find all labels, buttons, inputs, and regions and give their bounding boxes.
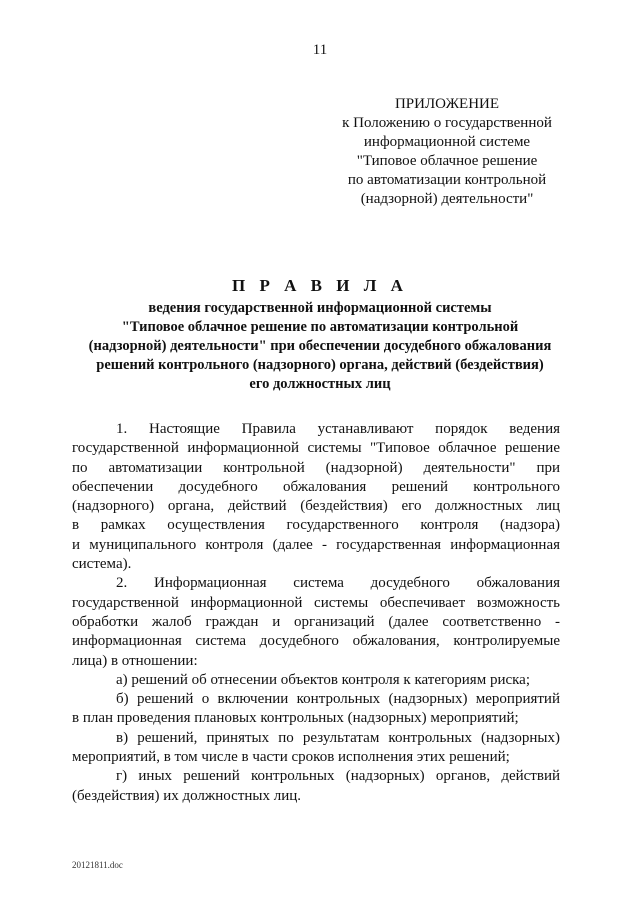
- body-line: по автоматизации контрольной (надзорной) деятельности" при: [72, 459, 560, 476]
- subtitle-line: ведения государственной информационной системы: [148, 300, 492, 316]
- appendix-line: (надзорной) деятельности": [360, 191, 534, 207]
- body-line: а) решений об отнесении объектов контроля к категориям риска;: [116, 671, 531, 688]
- body-line: мероприятий, в том числе в части сроков исполнения этих решений;: [72, 749, 510, 766]
- subtitle-line: решений контрольного (надзорного) органа, действий (бездействия): [96, 357, 544, 373]
- body-line: (бездействия) их должностных лиц.: [72, 787, 302, 804]
- body-line: г) иных решений контрольных (надзорных) органов, действий: [116, 768, 560, 785]
- subtitle-line: "Типовое облачное решение по автоматизации контрольной: [121, 319, 519, 335]
- appendix-line: информационной системе: [363, 134, 531, 150]
- body-line: в) решений, принятых по результатам контрольных (надзорных): [116, 729, 560, 746]
- appendix-title: ПРИЛОЖЕНИЕ: [394, 96, 500, 112]
- appendix-line: по автоматизации контрольной: [347, 172, 547, 188]
- footer-filename: 20121811.doc: [72, 860, 123, 870]
- body-line: в рамках осуществления государственного контроля (надзора): [72, 517, 560, 534]
- body-line: государственной информационной системы обеспечивает возможность: [72, 594, 560, 611]
- subtitle-line: (надзорной) деятельности" при обеспечении досудебного обжалования: [88, 338, 552, 354]
- body-line: система).: [72, 556, 132, 573]
- rules-subtitle: [60, 299, 580, 394]
- appendix-line: "Типовое облачное решение: [356, 153, 538, 169]
- body-line: обработки жалоб граждан и организаций (далее соответственно -: [72, 613, 560, 630]
- body-line: информационная система досудебного обжалования, контролируемые: [72, 633, 560, 650]
- appendix-line: к Положению о государственной: [342, 115, 552, 131]
- body-line: (надзорного) органа, действий (бездействия) его должностных лиц: [72, 498, 560, 515]
- body-line: 1. Настоящие Правила устанавливают порядок ведения: [116, 421, 560, 437]
- subtitle-line: его должностных лиц: [249, 376, 391, 392]
- body-line: 2. Информационная система досудебного обжалования: [116, 575, 560, 592]
- rules-body: [72, 420, 560, 806]
- body-line: государственной информационной системы "Типовое облачное решение: [72, 440, 560, 457]
- body-line: обеспечении досудебного обжалования решений контрольного: [72, 478, 560, 495]
- appendix-block: [318, 95, 576, 209]
- body-line: в план проведения плановых контрольных (надзорных) мероприятий;: [72, 710, 519, 727]
- page-number: 11: [312, 42, 328, 58]
- rules-heading: П Р А В И Л А: [232, 276, 408, 295]
- body-line: лица) в отношении:: [72, 652, 198, 669]
- body-line: и муниципального контроля (далее - государственная информационная: [72, 536, 560, 553]
- body-line: б) решений о включении контрольных (надзорных) мероприятий: [116, 691, 560, 708]
